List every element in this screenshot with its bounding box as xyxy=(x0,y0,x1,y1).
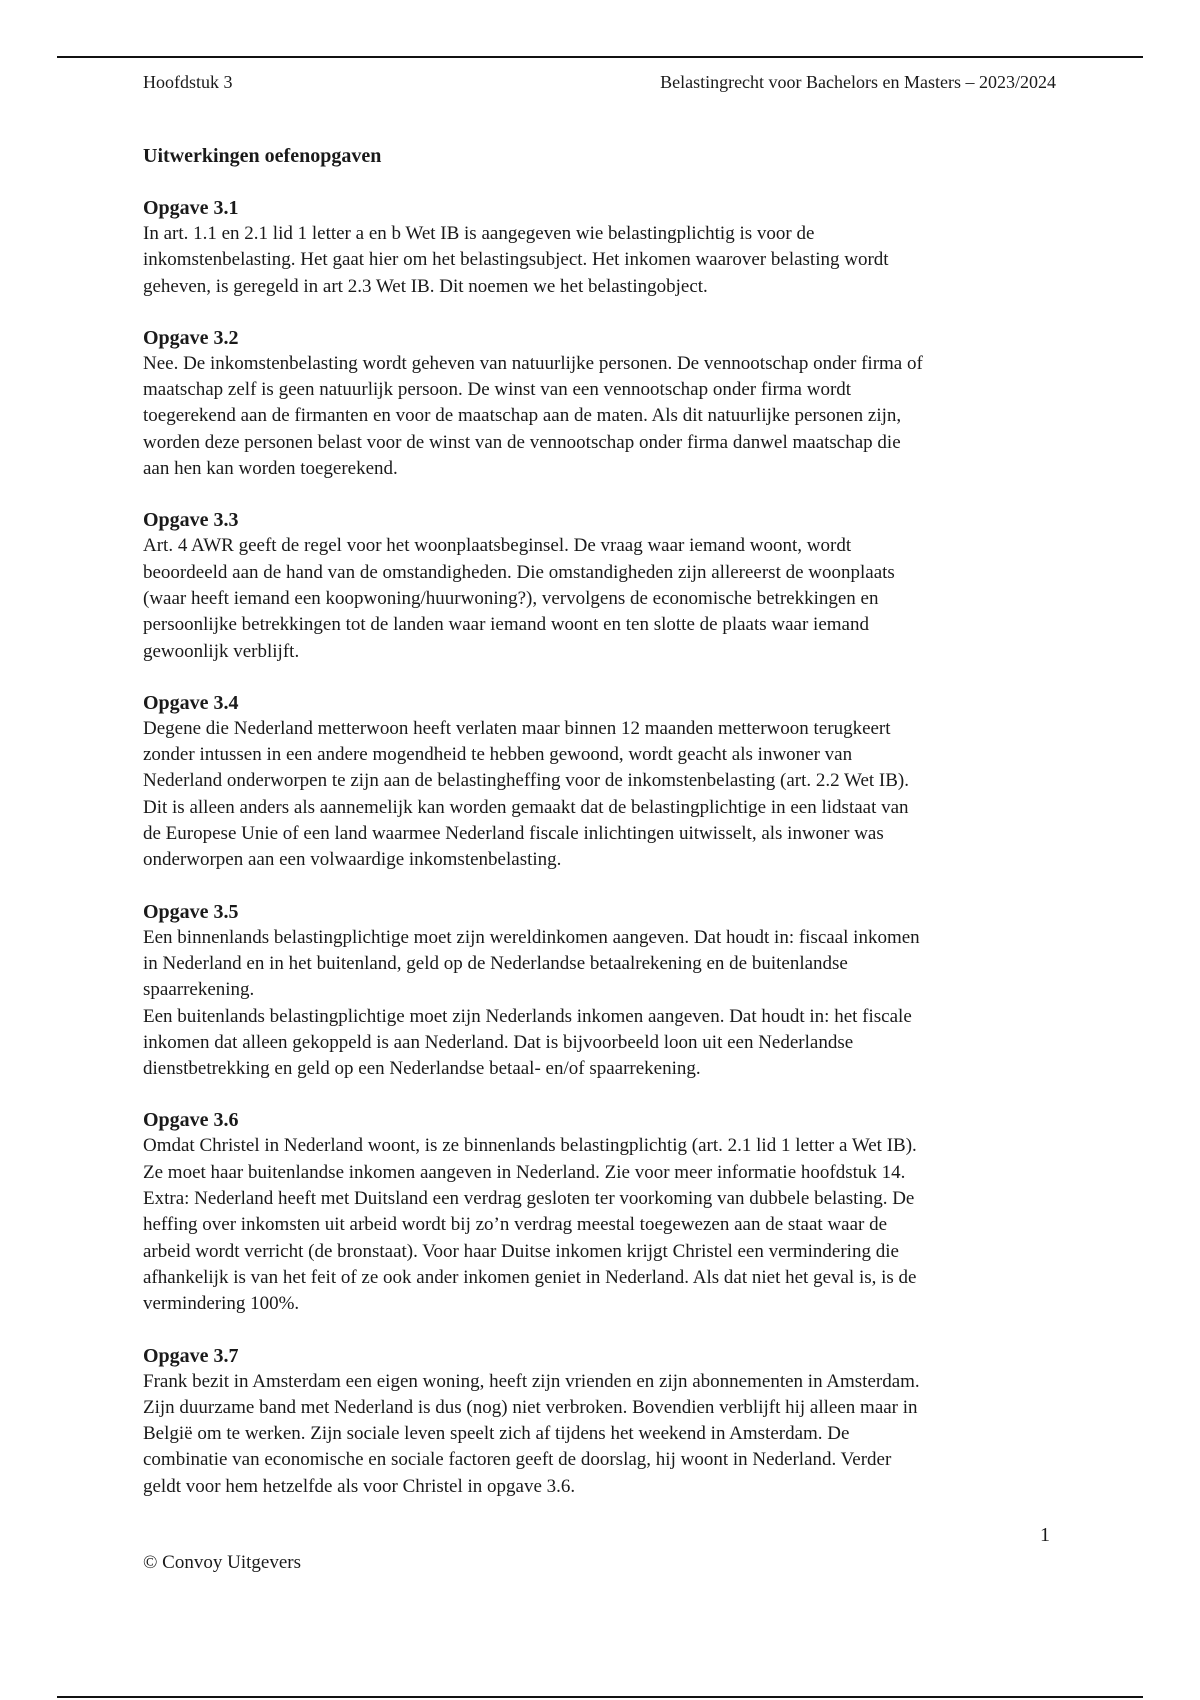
exercise-3-2 xyxy=(143,325,1063,482)
exercise-answer: Omdat Christel in Nederland woont, is ze binnenlands belastingplichtig (art. 2.1 lid 1 letter a Wet IB). Ze moet haar buitenlandse inkomen aangeven in Nederland. Zie voor meer informatie hoofdstuk 14. Extra: Nederland heeft met Duitsland een verdrag gesloten ter voorkoming van dubbele belasting. De heffing over inkomsten uit arbeid wordt bij zo’n verdrag meestal toegewezen aan de staat waar de arbeid wordt verricht (de bronstaat). Voor haar Duitse inkomen krijgt Christel een vermindering die afhankelijk is van het feit of ze ook ander inkomen geniet in Nederland. Als dat niet het geval is, is de vermindering 100%. xyxy=(143,1135,917,1315)
running-header xyxy=(143,70,1056,94)
exercise-answer: Nee. De inkomstenbelasting wordt geheven van natuurlijke personen. De vennootschap onder firma of maatschap zelf is geen natuurlijk persoon. De winst van een vennootschap onder firma wordt toegerekend aan de firmanten en voor de maatschap aan de maten. Als dit natuurlijke personen zijn, worden deze personen belast voor de winst van de vennootschap onder firma danwel maatschap die aan hen kan worden toegerekend. xyxy=(143,352,923,480)
exercise-answer: Een binnenlands belastingplichtige moet zijn wereldinkomen aangeven. Dat houdt in: fiscaal inkomen in Nederland en in het buitenland, geld op de Nederlandse betaalrekening en de buitenlandse spaarrekening. Een buitenlands belastingplichtige moet zijn Nederlands inkomen aangeven. Dat houdt in: het fiscale inkomen dat alleen gekoppeld is aan Nederland. Dat is bijvoorbeeld loon uit een Nederlandse dienstbetrekking en geld op een Nederlandse betaal- en/of spaarrekening. xyxy=(143,926,920,1080)
exercise-heading: Opgave 3.4 xyxy=(143,691,239,714)
chapter-label: Hoofdstuk 3 xyxy=(143,72,233,92)
copyright-footer: © Convoy Uitgevers xyxy=(143,1552,301,1573)
exercise-3-7 xyxy=(143,1343,1063,1500)
book-title: Belastingrecht voor Bachelors en Masters – 2023/2024 xyxy=(660,72,1056,92)
exercise-answer: Degene die Nederland metterwoon heeft verlaten maar binnen 12 maanden metterwoon terugkeert zonder intussen in een andere mogendheid te hebben gewoond, wordt geacht als inwoner van Nederland onderworpen te zijn aan de belastingheffing voor de inkomstenbelasting (art. 2.2 Wet IB). Dit is alleen anders als aannemelijk kan worden gemaakt dat de belastingplichtige in een lidstaat van de Europese Unie of een land waarmee Nederland fiscale inlichtingen uitwisselt, als inwoner was onderworpen aan een volwaardige inkomstenbelasting. xyxy=(143,717,909,871)
exercise-answer: Frank bezit in Amsterdam een eigen woning, heeft zijn vrienden en zijn abonnementen in Amsterdam. Zijn duurzame band met Nederland is dus (nog) niet verbroken. Bovendien verblijft hij alleen maar in België om te werken. Zijn sociale leven speelt zich af tijdens het weekend in Amsterdam. De combinatie van economische en sociale factoren geeft de doorslag, hij woont in Nederland. Verder geldt voor hem hetzelfde als voor Christel in opgave 3.6. xyxy=(143,1370,920,1497)
exercise-heading: Opgave 3.6 xyxy=(143,1109,239,1132)
bottom-rule xyxy=(57,1696,1143,1698)
exercise-answer: In art. 1.1 en 2.1 lid 1 letter a en b Wet IB is aangegeven wie belastingplichtig is voor de inkomstenbelasting. Het gaat hier om het belastingsubject. Het inkomen waarover belasting wordt geheven, is geregeld in art 2.3 Wet IB. Dit noemen we het belastingobject. xyxy=(143,223,889,297)
exercise-3-6 xyxy=(143,1107,1063,1317)
top-rule xyxy=(57,56,1143,58)
exercise-heading: Opgave 3.5 xyxy=(143,900,239,923)
page-title: Uitwerkingen oefenopgaven xyxy=(143,145,382,167)
exercise-heading: Opgave 3.2 xyxy=(143,326,239,349)
exercise-heading: Opgave 3.7 xyxy=(143,1344,239,1367)
page-content xyxy=(143,143,1063,1525)
page-number: 1 xyxy=(1040,1524,1050,1546)
exercise-3-4 xyxy=(143,690,1063,874)
exercise-heading: Opgave 3.3 xyxy=(143,509,239,532)
exercise-heading: Opgave 3.1 xyxy=(143,197,239,219)
exercise-3-5 xyxy=(143,899,1063,1083)
exercise-3-3 xyxy=(143,507,1063,664)
exercise-answer: Art. 4 AWR geeft de regel voor het woonplaatsbeginsel. De vraag waar iemand woont, wordt beoordeeld aan de hand van de omstandigheden. Die omstandigheden zijn allereerst de woonplaats (waar heeft iemand een koopwoning/huurwoning?), vervolgens de economische betrekkingen en persoonlijke betrekkingen tot de landen waar iemand woont en ten slotte de plaats waar iemand gewoonlijk verblijft. xyxy=(143,535,895,662)
exercise-3-1 xyxy=(143,195,1063,300)
